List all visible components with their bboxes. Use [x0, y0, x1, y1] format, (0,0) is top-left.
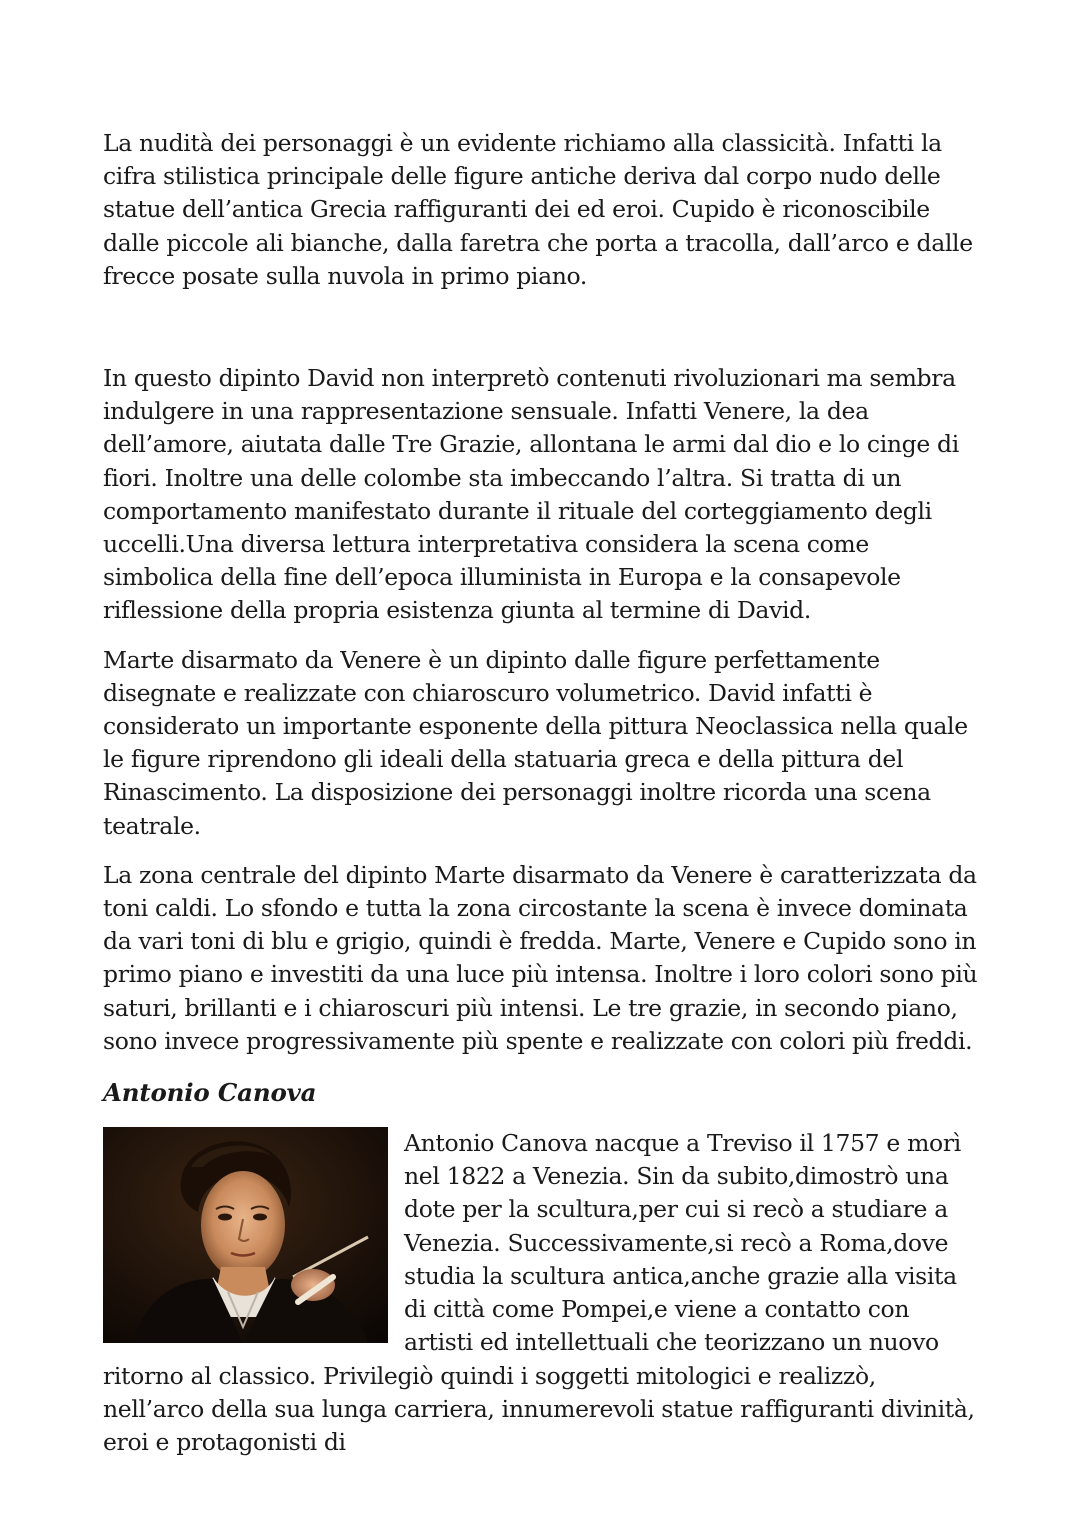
document-page: [103, 127, 983, 1459]
section-heading: Antonio Canova: [103, 1078, 317, 1108]
paragraph-nudity: La nudità dei personaggi è un evidente richiamo alla classicità. Infatti la cifra stilistica principale delle figure antiche deriva dal corpo nudo delle statue dell’antica Grecia raffiguranti dei ed eroi. Cupido è riconoscibile dalle piccole ali bianche, dalla faretra che porta a tracolla, dall’arco e dalle frecce posate sulla nuvola in primo piano.: [103, 129, 973, 290]
canova-section: [103, 1127, 983, 1459]
canova-biography-text: Antonio Canova nacque a Treviso il 1757 e morì nel 1822 a Venezia. Sin da subito,dimostrò una dote per la scultura,per cui si recò a studiare a Venezia. Successivamente,si recò a Roma,dove studia la scultura antica,anche grazie alla visita di città come Pompei,e viene a contatto con artisti ed intellettuali che teorizzano un nuovo ritorno al classico. Privilegiò quindi i soggetti mitologici e realizzò, nell’arco della sua lunga carriera, innumerevoli statue raffiguranti divinità, eroi e protagonisti di: [103, 1129, 975, 1456]
paragraph-interpretation: In questo dipinto David non interpretò contenuti rivoluzionari ma sembra indulgere in una rappresentazione sensuale. Infatti Venere, la dea dell’amore, aiutata dalle Tre Grazie, allontana le armi dal dio e lo cinge di fiori. Inoltre una delle colombe sta imbeccando l’altra. Si tratta di un comportamento manifestato durante il rituale del corteggiamento degli uccelli.Una diversa lettura interpretativa considera la scena come simbolica della fine dell’epoca illuminista in Europa e la consapevole riflessione della propria esistenza giunta al termine di David.: [103, 364, 959, 625]
canova-portrait-image: [103, 1127, 388, 1343]
paragraph-style: Marte disarmato da Venere è un dipinto dalle figure perfettamente disegnate e realizzate con chiaroscuro volumetrico. David infatti è considerato un importante esponente della pittura Neoclassica nella quale le figure riprendono gli ideali della statuaria greca e della pittura del Rinascimento. La disposizione dei personaggi inoltre ricorda una scena teatrale.: [103, 645, 968, 840]
paragraph-colors: La zona centrale del dipinto Marte disarmato da Venere è caratterizzata da toni caldi. Lo sfondo e tutta la zona circostante la scena è invece dominata da vari toni di blu e grigio, quindi è fredda. Marte, Venere e Cupido sono in primo piano e investiti da una luce più intensa. Inoltre i loro colori sono più saturi, brillanti e i chiaroscuri più intensi. Le tre grazie, in secondo piano, sono invece progressivamente più spente e realizzate con colori più freddi.: [103, 860, 978, 1055]
